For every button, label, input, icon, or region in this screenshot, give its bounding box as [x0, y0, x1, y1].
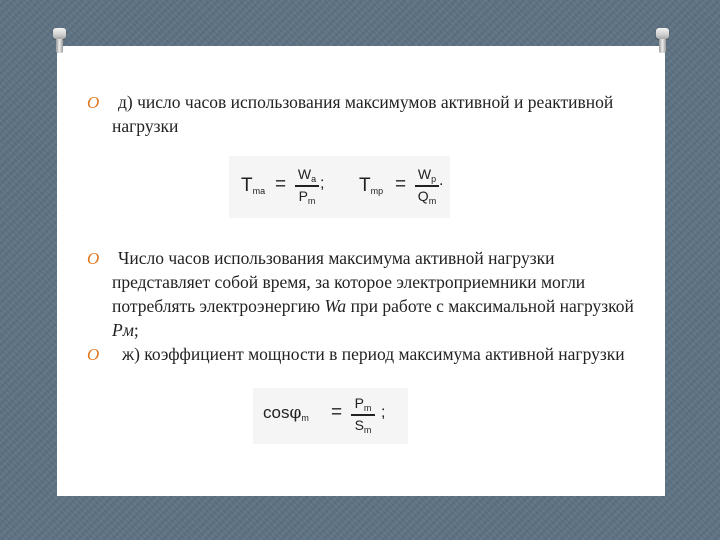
fraction-wp-qm: $W_p$ $Q_m$	[415, 166, 439, 206]
formula-end: .	[439, 172, 444, 189]
formula-sep: ;	[320, 175, 325, 192]
item-zh-text	[112, 342, 642, 366]
formula-lhs-tmp: Tmp	[359, 175, 384, 196]
fraction-wa-pm: $W_a$ $P_m$	[295, 166, 319, 206]
item-d-label: д) число часов использования максимумов активной и реактивной нагрузки	[112, 92, 614, 136]
bullet-marker: O	[87, 249, 100, 268]
item-zh-label: ж) коэффициент мощности в период максимума активной нагрузки	[122, 344, 625, 364]
fraction-pm-sm: $P_m$ $S_m$	[351, 395, 375, 435]
bullet-marker: O	[87, 93, 100, 112]
pin-icon	[53, 28, 66, 54]
formula-power-factor	[253, 388, 408, 444]
item-definition-text: Число часов использования максимума активной нагрузки представляет собой время, за которое электроприемники могли потреблять электроэнергию Wa при работе с максимальной нагрузкой Pм;	[112, 248, 634, 340]
pin-icon	[656, 28, 669, 54]
formula-end-2: ;	[381, 404, 386, 421]
formula-eq: =	[275, 174, 287, 195]
formula-eq-3: =	[331, 402, 343, 423]
formula-max-hours	[229, 156, 450, 218]
formula-lhs-tma: Tma	[241, 175, 266, 196]
formula-eq-2: =	[395, 174, 407, 195]
formula-cos: cosφm	[263, 403, 309, 423]
slide-card	[57, 46, 665, 496]
bullet-marker: O	[87, 345, 100, 364]
item-d-text	[112, 90, 642, 138]
